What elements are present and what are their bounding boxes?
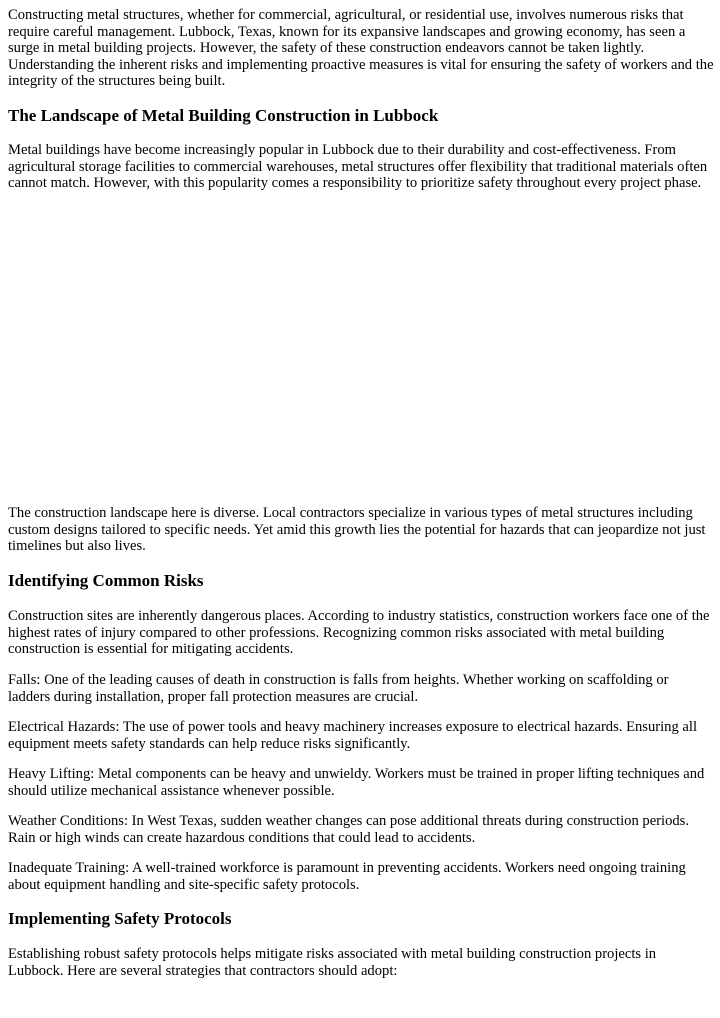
heading-safety-protocols: Implementing Safety Protocols [8, 909, 232, 928]
heading-landscape: The Landscape of Metal Building Construction in Lubbock [8, 106, 439, 125]
protocols-intro-paragraph: Establishing robust safety protocols helps mitigate risks associated with metal building construction projects in Lubbock. Here are several strategies that contractors should adopt: [8, 946, 657, 979]
risk-falls-paragraph: Falls: One of the leading causes of death in construction is falls from heights. Whether working on scaffolding or ladders during installation, proper fall protection measures are crucial. [8, 672, 669, 705]
heading-common-risks: Identifying Common Risks [8, 571, 204, 590]
risk-electrical-paragraph: Electrical Hazards: The use of power tools and heavy machinery increases exposure to electrical hazards. Ensuring all equipment meets safety standards can help reduce risks significantly. [8, 719, 698, 752]
risk-training-paragraph: Inadequate Training: A well-trained workforce is paramount in preventing accidents. Workers need ongoing training about equipment handling and site-specific safety protocols. [8, 860, 686, 893]
risk-weather-paragraph: Weather Conditions: In West Texas, sudden weather changes can pose additional threats during construction periods. Rain or high winds can create hazardous conditions that could lead to accidents. [8, 813, 690, 846]
landscape-paragraph: Metal buildings have become increasingly popular in Lubbock due to their durability and cost-effectiveness. From agricultural storage facilities to commercial warehouses, metal structures offer flexibility that traditional materials often cannot match. However, with this popularity comes a responsibility to prioritize safety throughout every project phase. [8, 142, 708, 191]
risk-lifting-paragraph: Heavy Lifting: Metal components can be heavy and unwieldy. Workers must be trained in proper lifting techniques and should utilize mechanical assistance whenever possible. [8, 766, 705, 799]
landscape-diverse-paragraph: The construction landscape here is diverse. Local contractors specialize in various types of metal structures including custom designs tailored to specific needs. Yet amid this growth lies the potential for hazards that can jeopardize not just timelines but also lives. [8, 505, 706, 554]
embedded-media-placeholder [8, 198, 712, 498]
risks-intro-paragraph: Construction sites are inherently dangerous places. According to industry statistics, construction workers face one of the highest rates of injury compared to other professions. Recognizing common risks associated with metal building construction is essential for mitigating accidents. [8, 608, 710, 657]
intro-paragraph: Constructing metal structures, whether for commercial, agricultural, or residential use, involves numerous risks that require careful management. Lubbock, Texas, known for its expansive landscapes and growing economy, has seen a surge in metal building projects. However, the safety of these construction endeavors cannot be taken lightly. Understanding the inherent risks and implementing proactive measures is vital for ensuring the safety of workers and the integrity of the structures being built. [8, 7, 714, 89]
